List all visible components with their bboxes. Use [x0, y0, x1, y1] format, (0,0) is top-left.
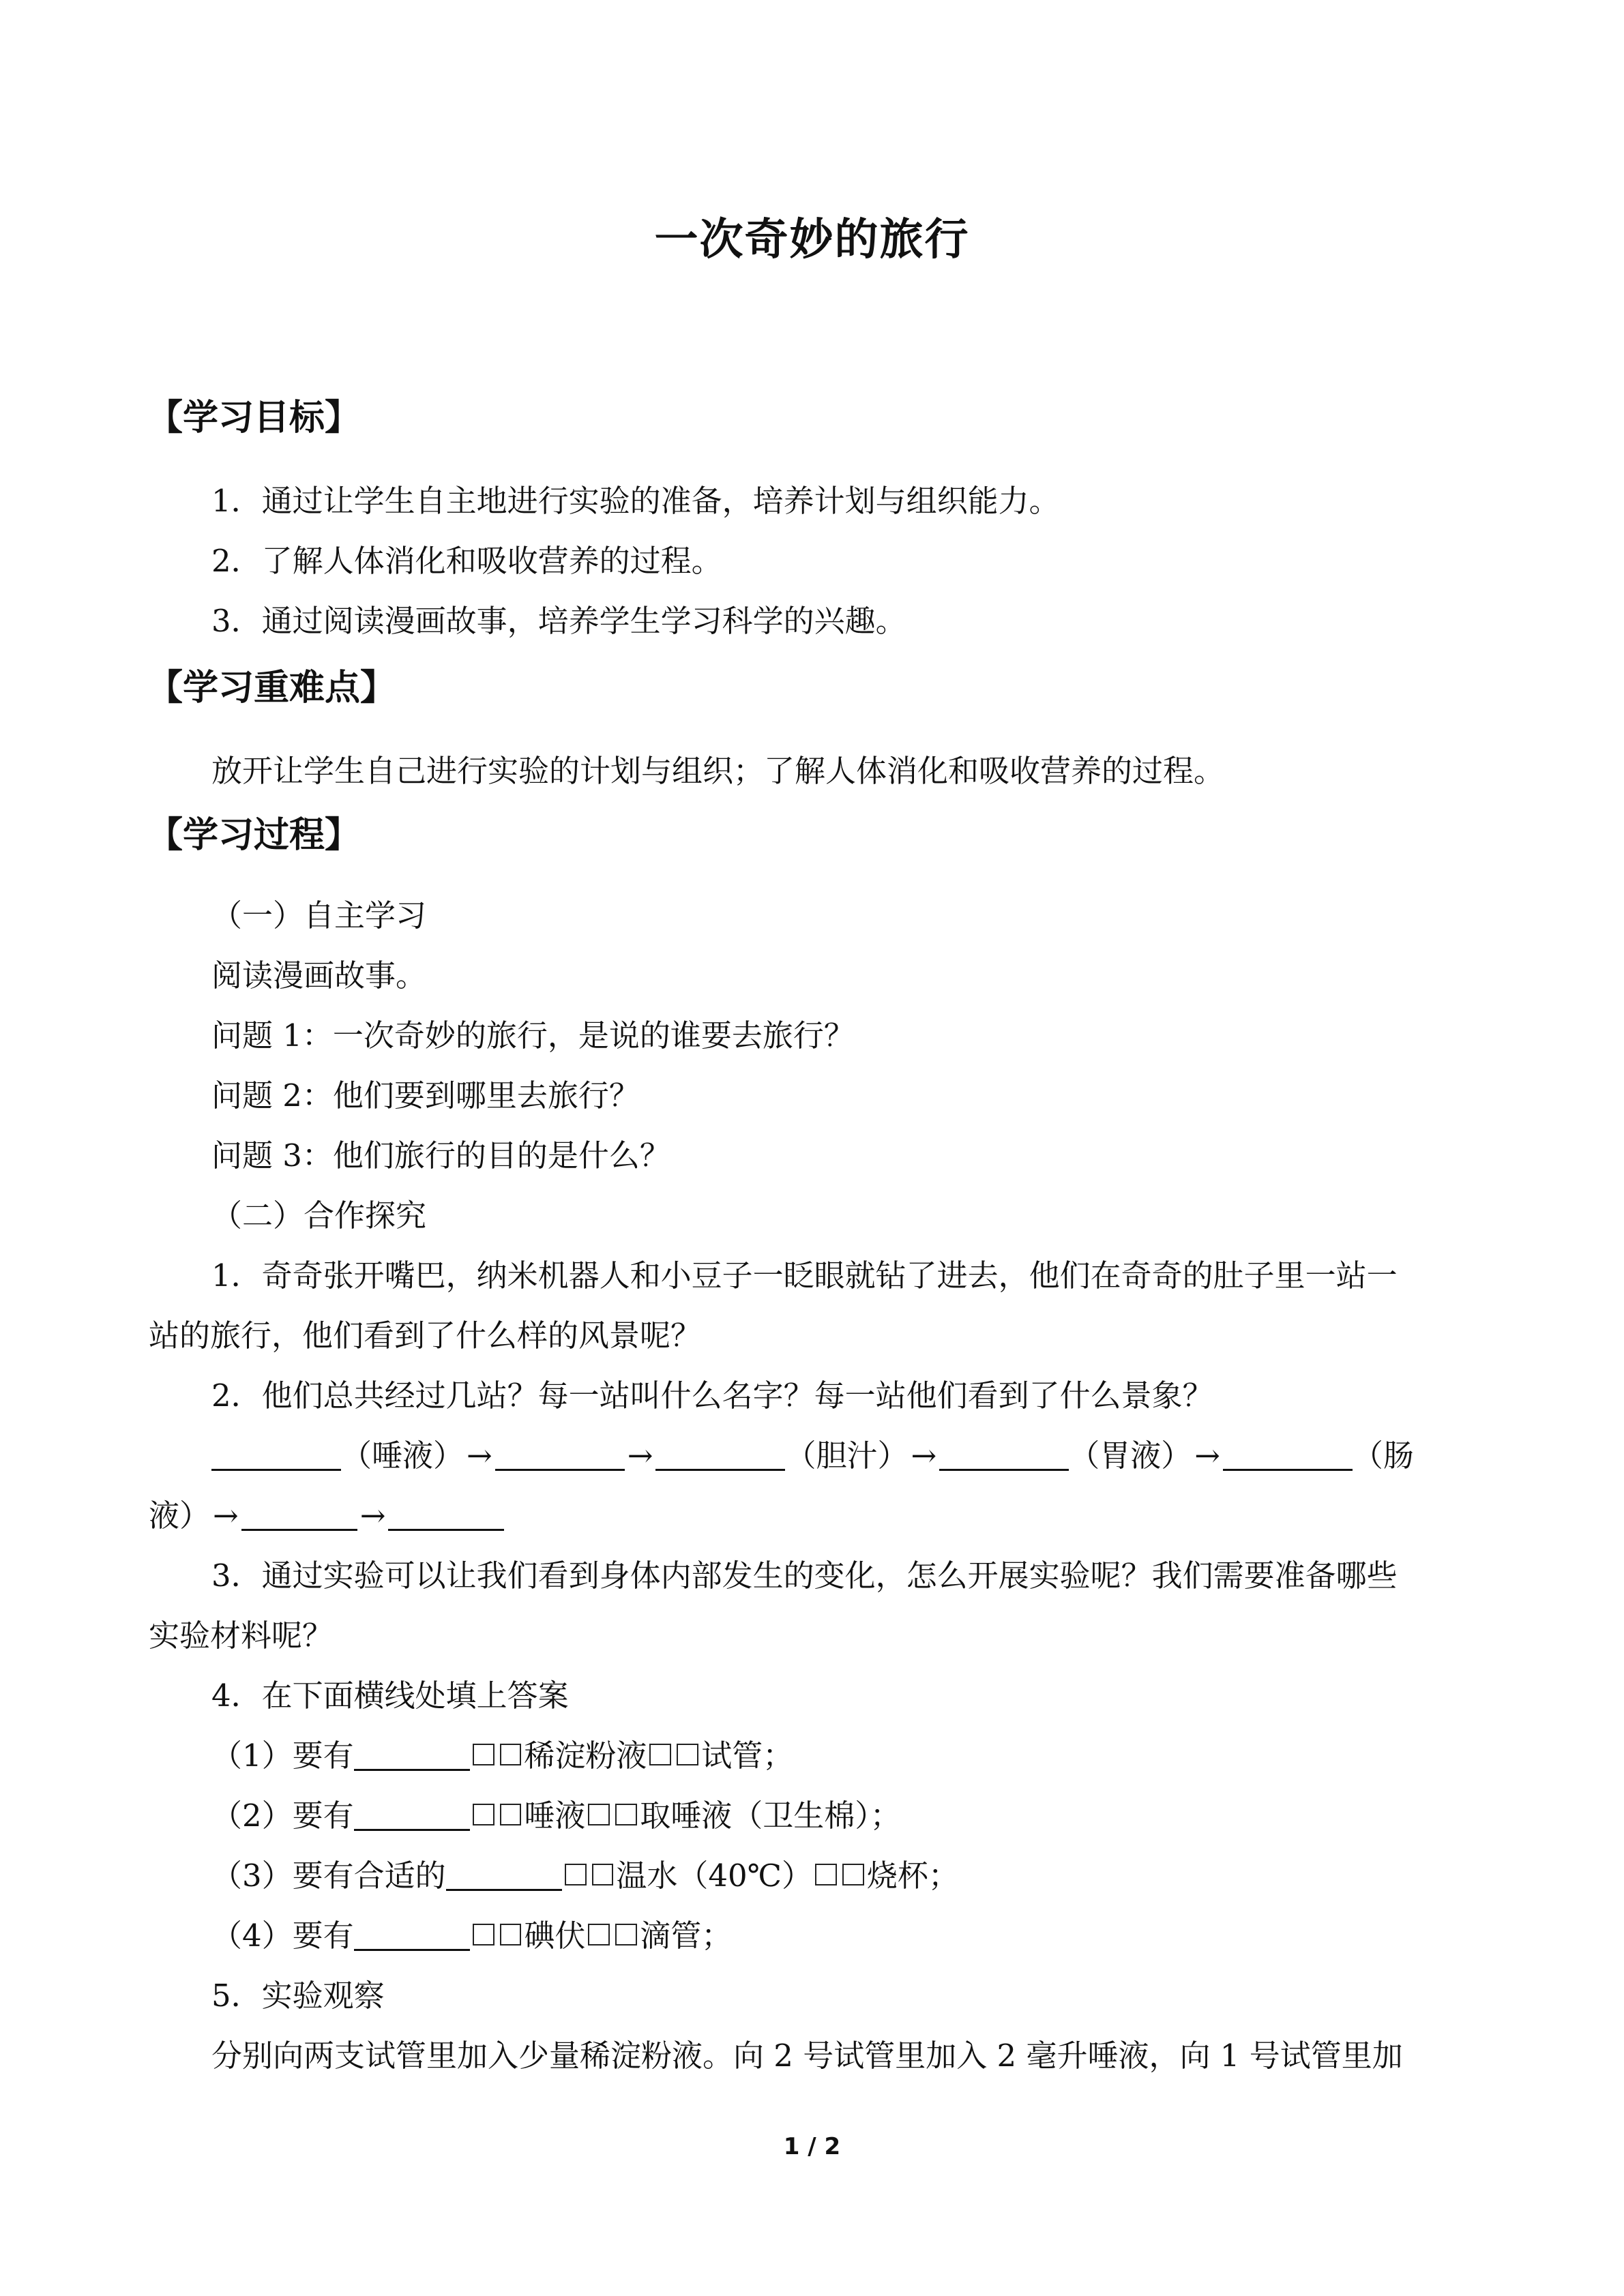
placeholder-box-icon	[565, 1864, 587, 1885]
paragraph-1-line-2: 站的旅行，他们看到了什么样的风景呢？	[149, 1317, 702, 1354]
fill-prefix: （1）要有	[211, 1738, 354, 1774]
objective-item-1: 1．通过让学生自主地进行实验的准备，培养计划与组织能力。	[211, 483, 1060, 519]
read-text: 阅读漫画故事。	[211, 957, 427, 994]
answer-blank[interactable]	[939, 1438, 1069, 1471]
placeholder-box-icon	[473, 1924, 494, 1945]
chain-intestinal-start: （肠	[1352, 1437, 1414, 1474]
chain-gastric: （胃液）	[1069, 1437, 1192, 1474]
placeholder-box-icon	[500, 1744, 522, 1765]
fill-prefix: （2）要有	[211, 1798, 354, 1834]
heading-process: 【学习过程】	[147, 815, 361, 856]
answer-blank[interactable]	[388, 1498, 504, 1531]
fill-material-a: 碘伏	[524, 1918, 586, 1954]
answer-blank[interactable]	[354, 1798, 470, 1831]
fill-prefix: （3）要有合适的	[211, 1858, 446, 1894]
paragraph-1-line-1: 1．奇奇张开嘴巴，纳米机器人和小豆子一眨眼就钻了进去，他们在奇奇的肚子里一站一	[211, 1257, 1398, 1294]
placeholder-box-icon	[649, 1744, 671, 1765]
fill-item-1	[211, 1731, 793, 1775]
document-title: 一次奇妙的旅行	[654, 215, 970, 265]
arrow-icon: →	[359, 1497, 386, 1534]
objective-item-3: 3．通过阅读漫画故事，培养学生学习科学的兴趣。	[211, 603, 906, 639]
placeholder-box-icon	[473, 1804, 494, 1825]
part2-heading: （二）合作探究	[211, 1197, 427, 1234]
paragraph-3-line-2: 实验材料呢？	[149, 1617, 334, 1654]
digestion-chain-line-2	[149, 1491, 504, 1535]
answer-blank[interactable]	[655, 1438, 785, 1471]
answer-blank[interactable]	[354, 1738, 470, 1771]
question-3: 问题 3：他们旅行的目的是什么？	[211, 1137, 670, 1174]
answer-blank[interactable]	[211, 1438, 341, 1471]
arrow-icon: →	[1194, 1437, 1220, 1474]
arrow-icon: →	[213, 1497, 239, 1534]
heading-key-points: 【学习重难点】	[147, 668, 396, 709]
answer-blank[interactable]	[446, 1858, 562, 1891]
paragraph-3-line-1: 3．通过实验可以让我们看到身体内部发生的变化，怎么开展实验呢？我们需要准备哪些	[211, 1557, 1398, 1594]
fill-item-3	[211, 1851, 959, 1895]
question-2: 问题 2：他们要到哪里去旅行？	[211, 1077, 640, 1114]
fill-material-b: 烧杯；	[866, 1858, 959, 1894]
paragraph-2: 2．他们总共经过几站？每一站叫什么名字？每一站他们看到了什么景象？	[211, 1377, 1213, 1414]
placeholder-box-icon	[588, 1924, 610, 1945]
placeholder-box-icon	[592, 1864, 614, 1885]
key-points-text: 放开让学生自己进行实验的计划与组织；了解人体消化和吸收营养的过程。	[211, 753, 1225, 789]
arrow-icon: →	[467, 1437, 492, 1474]
placeholder-box-icon	[588, 1804, 610, 1825]
chain-saliva: （唾液）	[341, 1437, 464, 1474]
fill-material-b: 试管；	[701, 1738, 794, 1774]
answer-blank[interactable]	[354, 1918, 470, 1951]
placeholder-box-icon	[500, 1804, 522, 1825]
objective-item-2: 2．了解人体消化和吸收营养的过程。	[211, 543, 722, 579]
arrow-icon: →	[627, 1437, 653, 1474]
fill-material-b: 取唾液（卫生棉）；	[640, 1798, 901, 1834]
paragraph-5-text: 分别向两支试管里加入少量稀淀粉液。向 2 号试管里加入 2 毫升唾液，向 1 号试管里加	[211, 2038, 1403, 2074]
fill-material-a: 稀淀粉液	[524, 1738, 647, 1774]
placeholder-box-icon	[815, 1864, 837, 1885]
part1-heading: （一）自主学习	[211, 897, 427, 934]
paragraph-4: 4．在下面横线处填上答案	[211, 1678, 569, 1714]
heading-objectives: 【学习目标】	[147, 398, 361, 438]
fill-material-a: 唾液	[524, 1798, 586, 1834]
chain-bile: （胆汁）	[785, 1437, 909, 1474]
fill-item-2	[211, 1791, 901, 1835]
fill-material-a: 温水（40℃）	[616, 1858, 813, 1894]
chain-intestinal-end: 液）	[149, 1497, 211, 1534]
digestion-chain-line-1	[211, 1431, 1414, 1475]
placeholder-box-icon	[615, 1924, 637, 1945]
placeholder-box-icon	[842, 1864, 864, 1885]
placeholder-box-icon	[500, 1924, 522, 1945]
fill-prefix: （4）要有	[211, 1918, 354, 1954]
placeholder-box-icon	[677, 1744, 698, 1765]
arrow-icon: →	[911, 1437, 937, 1474]
answer-blank[interactable]	[241, 1498, 357, 1531]
question-1: 问题 1：一次奇妙的旅行，是说的谁要去旅行？	[211, 1017, 855, 1054]
answer-blank[interactable]	[1223, 1438, 1353, 1471]
page-number: 1 / 2	[783, 2133, 841, 2160]
placeholder-box-icon	[615, 1804, 637, 1825]
fill-material-b: 滴管；	[640, 1918, 733, 1954]
answer-blank[interactable]	[495, 1438, 625, 1471]
fill-item-4	[211, 1911, 732, 1955]
placeholder-box-icon	[473, 1744, 494, 1765]
paragraph-5: 5．实验观察	[211, 1978, 385, 2014]
